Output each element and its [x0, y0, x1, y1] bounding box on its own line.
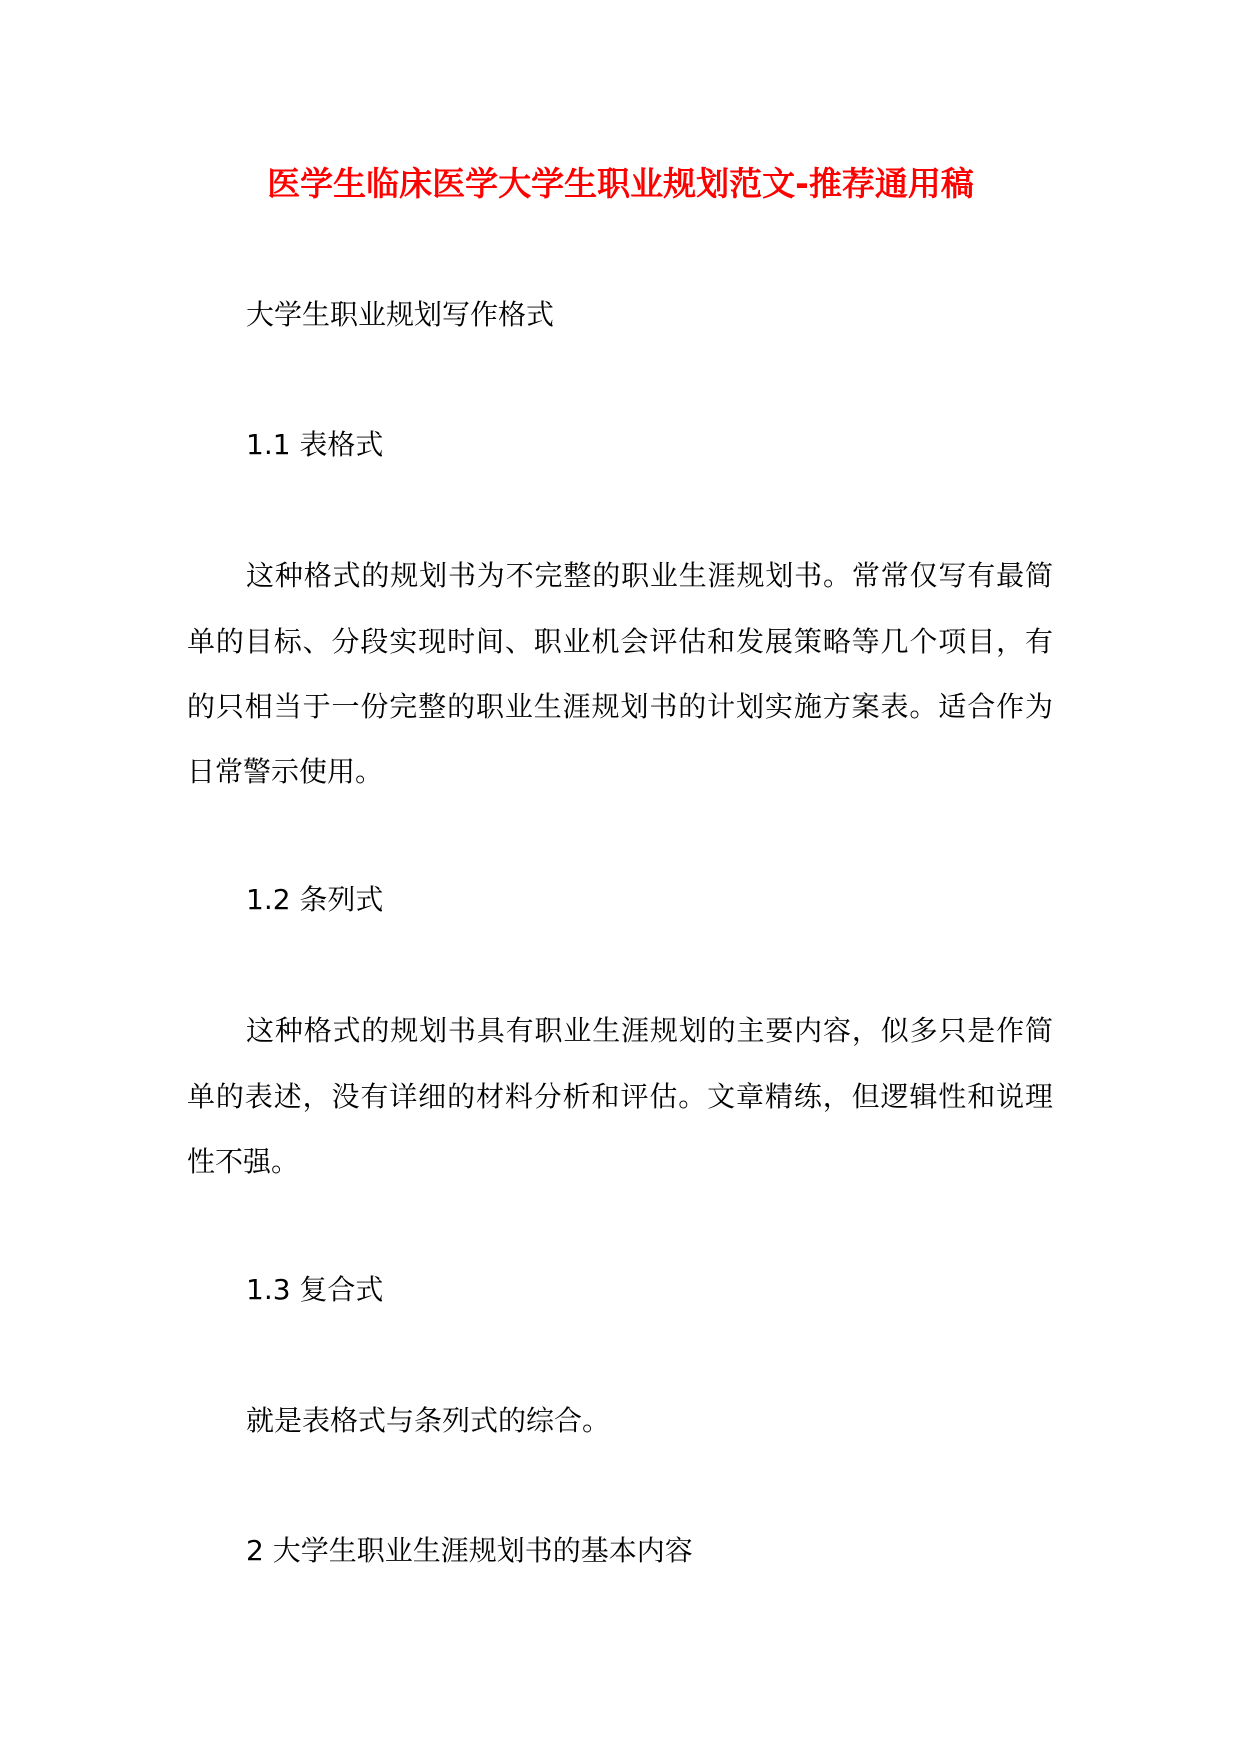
- section-1-1-line-3: 的只相当于一份完整的职业生涯规划书的计划实施方案表。适合作为: [187, 690, 1053, 723]
- section-1-2-line-3: 性不强。: [187, 1145, 300, 1178]
- section-1-3-line-1: 就是表格式与条列式的综合。: [246, 1404, 611, 1437]
- section-1-1-heading: 1.1 表格式: [246, 428, 384, 461]
- document-title: 医学生临床医学大学生职业规划范文-推荐通用稿: [267, 164, 974, 203]
- section-1-2-line-1: 这种格式的规划书具有职业生涯规划的主要内容，似多只是作简: [246, 1014, 1053, 1047]
- section-1-1-line-2: 单的目标、分段实现时间、职业机会评估和发展策略等几个项目，有: [187, 625, 1053, 658]
- section-2-heading: 2 大学生职业生涯规划书的基本内容: [246, 1534, 693, 1567]
- section-1-1-line-1: 这种格式的规划书为不完整的职业生涯规划书。常常仅写有最简: [246, 559, 1053, 592]
- section-1-3-heading: 1.3 复合式: [246, 1273, 384, 1306]
- section-1-1-line-4: 日常警示使用。: [187, 755, 384, 788]
- section-1-2-line-2: 单的表述，没有详细的材料分析和评估。文章精练，但逻辑性和说理: [187, 1080, 1053, 1113]
- format-heading: 大学生职业规划写作格式: [246, 298, 555, 331]
- section-1-2-heading: 1.2 条列式: [246, 883, 384, 916]
